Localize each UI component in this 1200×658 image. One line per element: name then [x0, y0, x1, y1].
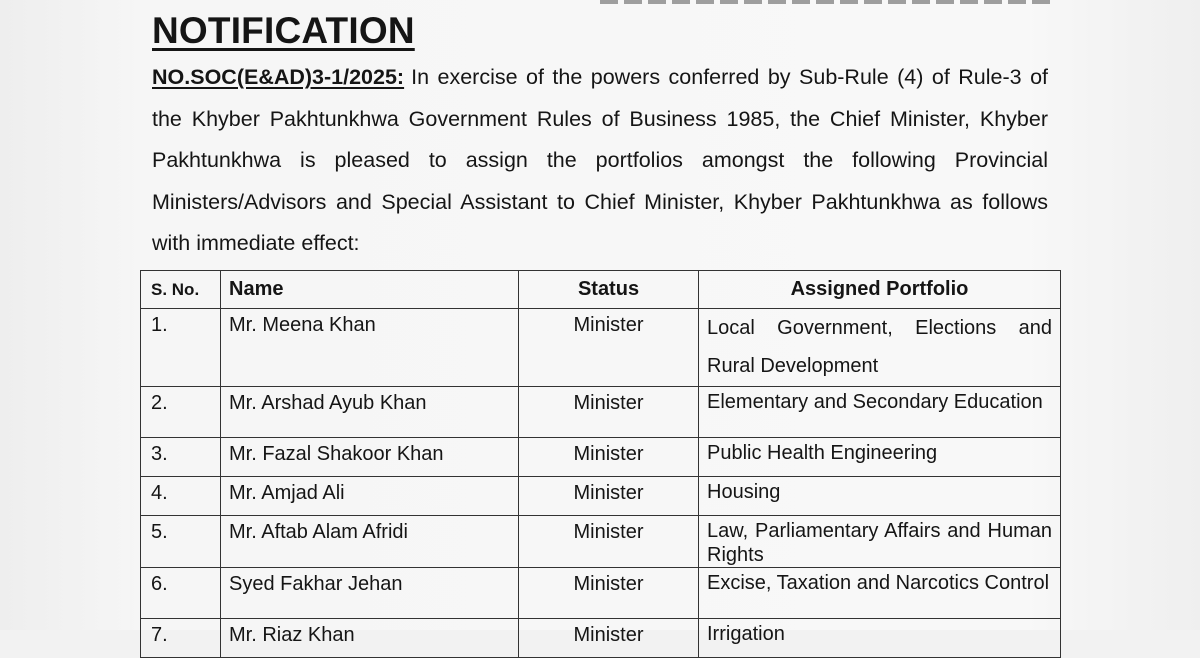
row-portfolio: Elementary and Secondary Education [699, 387, 1061, 438]
cropped-header-text [600, 0, 1050, 4]
row-portfolio: Local Government, Elections and Rural Development [699, 309, 1061, 387]
row-name: Syed Fakhar Jehan [221, 568, 519, 619]
row-status: Minister [519, 477, 699, 516]
header-name: Name [221, 271, 519, 309]
table-row [141, 516, 1061, 568]
row-sno: 5. [141, 516, 221, 568]
table-row [141, 568, 1061, 619]
row-name: Mr. Aftab Alam Afridi [221, 516, 519, 568]
header-portfolio: Assigned Portfolio [699, 271, 1061, 309]
row-portfolio: Law, Parliamentary Affairs and Human Rights [699, 516, 1061, 568]
row-name: Mr. Riaz Khan [221, 619, 519, 658]
row-status: Minister [519, 387, 699, 438]
table-header-row [141, 271, 1061, 309]
row-name: Mr. Meena Khan [221, 309, 519, 387]
row-name: Mr. Arshad Ayub Khan [221, 387, 519, 438]
portfolio-table [140, 270, 1061, 658]
row-status: Minister [519, 309, 699, 387]
table-row [141, 438, 1061, 477]
table-row [141, 309, 1061, 387]
row-name: Mr. Fazal Shakoor Khan [221, 438, 519, 477]
notification-text: In exercise of the powers conferred by Sub-Rule (4) of Rule-3 of the Khyber Pakhtunkhwa Government Rules of Business 1985, the Chief Minister, Khyber Pakhtunkhwa is pleased to assign the portfolios amongst the following Provincial Ministers/Advisors and Special Assistant to Chief Minister, Khyber Pakhtunkhwa as follows with immediate effect: [152, 65, 1048, 255]
notification-reference: NO.SOC(E&AD)3-1/2025: [152, 65, 405, 89]
header-sno: S. No. [141, 271, 221, 309]
table-row [141, 477, 1061, 516]
row-name: Mr. Amjad Ali [221, 477, 519, 516]
row-status: Minister [519, 619, 699, 658]
row-status: Minister [519, 516, 699, 568]
row-sno: 2. [141, 387, 221, 438]
row-sno: 4. [141, 477, 221, 516]
row-portfolio: Housing [699, 477, 1061, 516]
row-sno: 6. [141, 568, 221, 619]
row-sno: 3. [141, 438, 221, 477]
notification-body [152, 57, 1048, 265]
notification-title: NOTIFICATION [152, 10, 415, 51]
row-portfolio: Public Health Engineering [699, 438, 1061, 477]
row-sno: 1. [141, 309, 221, 387]
table-row [141, 387, 1061, 438]
row-portfolio: Excise, Taxation and Narcotics Control [699, 568, 1061, 619]
row-status: Minister [519, 438, 699, 477]
header-status: Status [519, 271, 699, 309]
row-sno: 7. [141, 619, 221, 658]
row-portfolio: Irrigation [699, 619, 1061, 658]
row-status: Minister [519, 568, 699, 619]
table-row [141, 619, 1061, 658]
